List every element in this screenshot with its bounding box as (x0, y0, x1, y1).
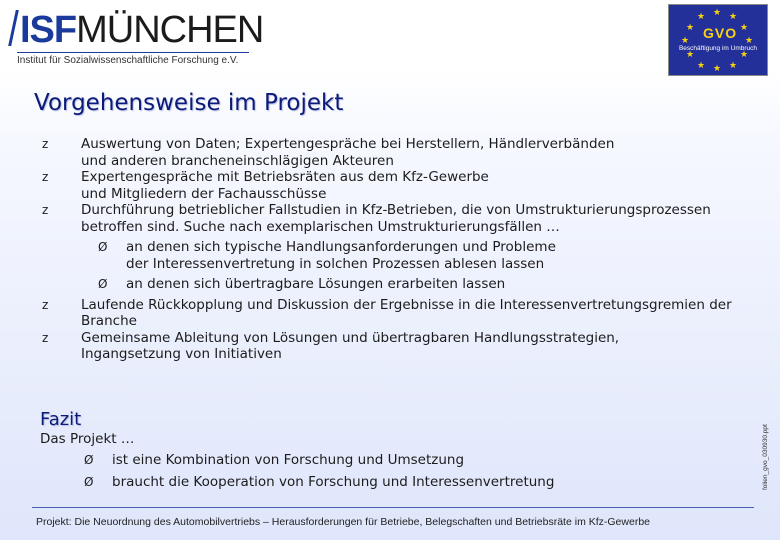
bullet-item (0, 330, 780, 363)
bullet-line: Expertengespräche mit Betriebsräten aus dem Kfz-Gewerbe (81, 169, 489, 185)
bullet-icon: z (42, 170, 49, 184)
fazit-heading: Fazit (40, 409, 82, 430)
sub-bullet-line: an denen sich typische Handlungsanforderungen und Probleme (126, 239, 556, 255)
eu-star-icon: ★ (740, 23, 749, 33)
bullet-item (0, 297, 780, 330)
bullet-item (0, 136, 780, 169)
arrow-icon: Ø (98, 240, 108, 254)
eu-gvo-logo (668, 4, 768, 76)
logo-wordmark (20, 10, 263, 50)
sub-bullet-item (0, 276, 780, 293)
slide-title: Vorgehensweise im Projekt (34, 90, 344, 116)
bullet-line: Laufende Rückkopplung und Diskussion der Ergebnisse in die Interessenvertretungsgremien der (81, 296, 732, 313)
logo-city: MÜNCHEN (76, 9, 264, 51)
eu-star-icon: ★ (713, 64, 722, 74)
eu-star-icon: ★ (740, 50, 749, 60)
eu-star-icon: ★ (729, 61, 738, 71)
bullet-line: und anderen brancheneinschlägigen Akteuren (81, 152, 394, 169)
eu-star-icon: ★ (729, 12, 738, 22)
arrow-icon: Ø (98, 277, 108, 291)
logo-subtitle: Institut für Sozialwissenschaftliche Forschung e.V. (17, 52, 249, 66)
bullet-icon: z (42, 297, 49, 312)
eu-star-icon: ★ (697, 12, 706, 22)
bullet-line: Gemeinsame Ableitung von Lösungen und übertragbaren Handlungsstrategien, (81, 329, 620, 346)
isf-logo (12, 8, 264, 70)
footer-divider (32, 507, 754, 508)
logo-isf: ISF (20, 9, 77, 51)
eu-star-icon: ★ (686, 23, 695, 33)
sub-bullet-line: an denen sich übertragbare Lösungen erarbeiten lassen (126, 276, 506, 292)
eu-gvo-text: GVO (703, 25, 738, 41)
side-file-label: folien_gvo_030930.ppt (762, 424, 769, 490)
fazit-item-text: ist eine Kombination von Forschung und Umsetzung (112, 452, 465, 468)
bullet-line: Durchführung betrieblicher Fallstudien in Kfz-Betrieben, die von Umstrukturierungsprozessen (81, 202, 711, 218)
eu-caption: Beschäftigung im Umbruch (678, 45, 758, 52)
fazit-item-text: braucht die Kooperation von Forschung und Interessenvertretung (112, 474, 555, 490)
eu-star-icon: ★ (686, 50, 695, 60)
sub-bullet-line: der Interessenvertretung in solchen Prozessen ablesen lassen (126, 255, 545, 272)
bullet-line: betroffen sind. Suche nach exemplarischen Umstrukturierungsfällen … (81, 218, 560, 235)
eu-star-icon: ★ (697, 61, 706, 71)
eu-star-icon: ★ (745, 36, 754, 46)
bullet-line: Branche (81, 313, 137, 329)
bullet-list (0, 136, 780, 363)
bullet-line: Ingangsetzung von Initiativen (81, 346, 282, 362)
bullet-icon: z (42, 330, 49, 345)
fazit-item (84, 452, 464, 468)
fazit-item (84, 474, 554, 490)
bullet-item (0, 202, 780, 235)
sub-bullet-item (0, 239, 780, 272)
fazit-intro: Das Projekt … (40, 431, 135, 447)
logo-accent-bar (8, 10, 19, 46)
bullet-item (0, 169, 780, 202)
arrow-icon: Ø (84, 453, 94, 467)
eu-star-icon: ★ (681, 36, 690, 46)
footer-text: Projekt: Die Neuordnung des Automobilvertriebs – Herausforderungen für Betriebe, Belegschaften und Betriebsräte im Kfz-Gewerbe (36, 516, 650, 528)
bullet-icon: z (42, 203, 49, 217)
eu-star-icon: ★ (713, 8, 722, 18)
bullet-line: und Mitgliedern der Fachausschüsse (81, 185, 327, 202)
bullet-line: Auswertung von Daten; Expertengespräche bei Herstellern, Händlerverbänden (81, 136, 615, 152)
bullet-icon: z (42, 137, 49, 151)
arrow-icon: Ø (84, 475, 94, 489)
